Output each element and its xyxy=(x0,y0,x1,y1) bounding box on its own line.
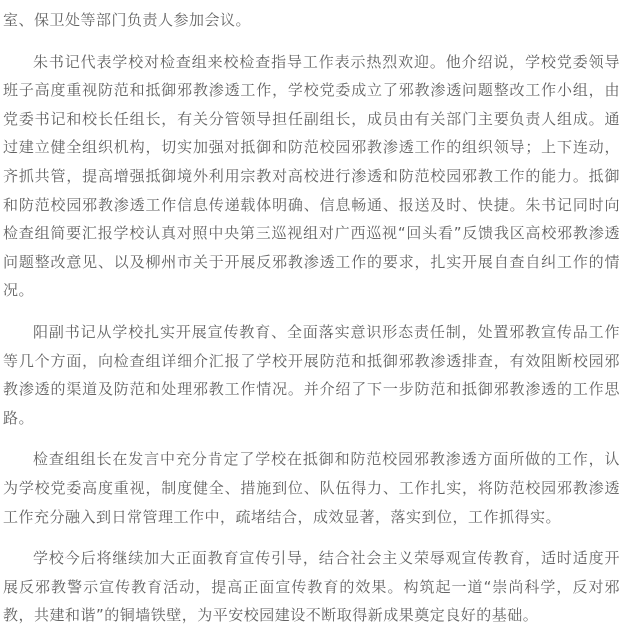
paragraph: 检查组组长在发言中充分肯定了学校在抵御和防范校园邪教渗透方面所做的工作，认为学校党委高度重视，制度健全、措施到位、队伍得力、工作扎实，将防范校园邪教渗透工作充分融入到日常管理工作中，疏堵结合，成效显著，落实到位，工作抓得实。 xyxy=(3,450,620,526)
paragraph-continuation: 室、保卫处等部门负责人参加会议。 xyxy=(3,11,252,29)
paragraph: 学校今后将继续加大正面教育宣传引导，结合社会主义荣辱观宣传教育，适时适度开展反邪教警示宣传教育活动，提高正面宣传教育的效果。构筑起一道“崇尚科学，反对邪教，共建和谐”的铜墙铁壁，为平安校园建设不断取得新成果奠定良好的基础。 xyxy=(3,549,620,625)
paragraph: 阳副书记从学校扎实开展宣传教育、全面落实意识形态责任制，处置邪教宣传品工作等几个方面，向检查组详细介汇报了学校开展防范和抵御邪教渗透排查，有效阻断校园邪教渗透的渠道及防范和处理邪教工作情况。并介绍了下一步防范和抵御邪教渗透的工作思路。 xyxy=(3,322,620,427)
paragraph: 朱书记代表学校对检查组来校检查指导工作表示热烈欢迎。他介绍说，学校党委领导班子高度重视防范和抵御邪教渗透工作，学校党委成立了邪教渗透问题整改工作小组，由党委书记和校长任组长，有关分管领导担任副组长，成员由有关部门主要负责人组成。通过建立健全组织机构，切实加强对抵御和防范校园邪教渗透工作的组织领导；上下连动，齐抓共管，提高增强抵御境外利用宗教对高校进行渗透和防范校园邪教工作的能力。抵御和防范校园邪教渗透工作信息传递载体明确、信息畅通、报送及时、快捷。朱书记同时向检查组简要汇报学校认真对照中央第三巡视组对广西巡视“回头看”反馈我区高校邪教渗透问题整改意见、以及柳州市关于开展反邪教渗透工作的要求，扎实开展自查自纠工作的情况。 xyxy=(3,52,620,300)
